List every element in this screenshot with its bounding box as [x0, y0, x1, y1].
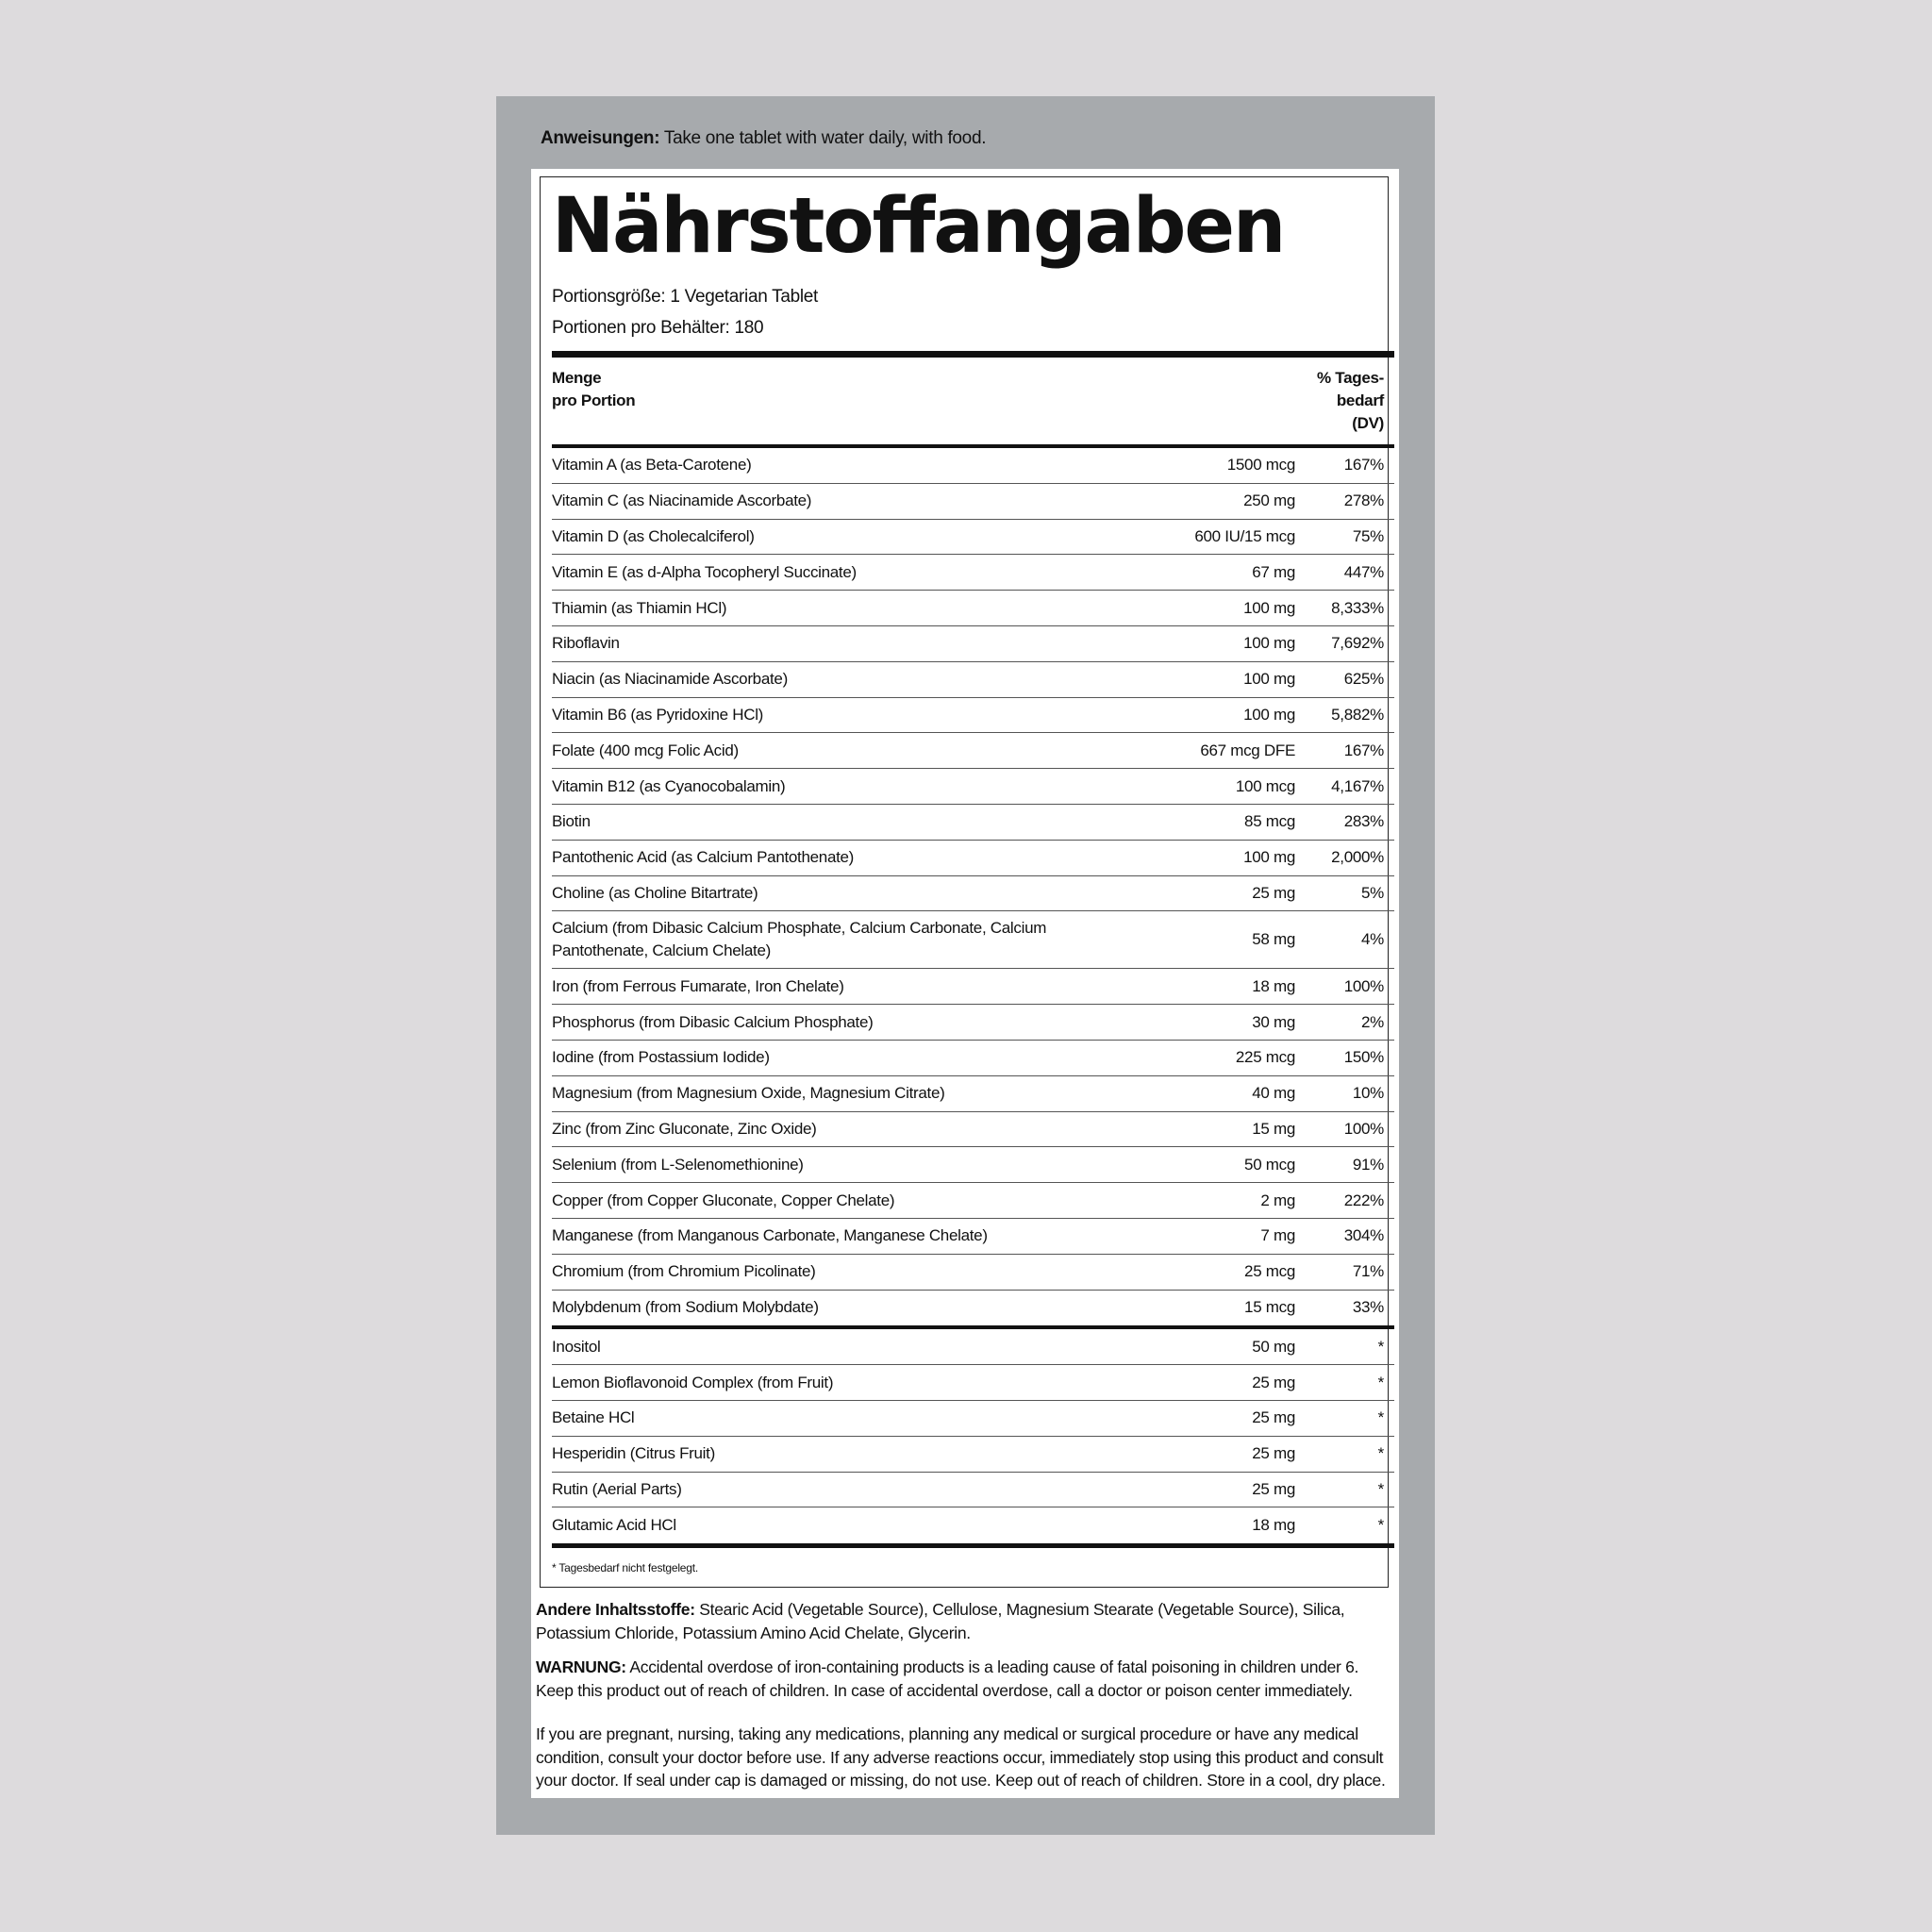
nutrient-table: [552, 448, 1394, 1325]
nutrient-name-line: Glutamic Acid HCl: [552, 1516, 676, 1535]
nutrient-daily-value: 100%: [1343, 1119, 1384, 1138]
table-row: [552, 1473, 1394, 1508]
warning-label: WARNUNG:: [536, 1657, 626, 1676]
nutrient-name: [552, 1120, 1144, 1139]
table-row: [552, 805, 1394, 841]
table-header: [552, 358, 1394, 444]
table-row: [552, 448, 1394, 484]
header-amount-2: pro Portion: [552, 391, 636, 409]
other-ingredients-text: Stearic Acid (Vegetable Source), Cellulose, Magnesium Stearate (Vegetable Source), Silica, Potassium Chloride, Potassium Amino Acid Chelate, Glycerin.: [536, 1600, 1345, 1642]
nutrient-name-line: Pantothenate, Calcium Chelate): [552, 941, 771, 960]
table-row: [552, 769, 1394, 805]
nutrient-amount: 7 mg: [1260, 1226, 1295, 1245]
nutrient-daily-value: 278%: [1343, 491, 1384, 510]
nutrient-daily-value: *: [1377, 1337, 1384, 1356]
divider-thick: [552, 351, 1394, 358]
nutrient-name-line: Pantothenic Acid (as Calcium Pantothenate): [552, 848, 855, 867]
nutrient-daily-value: 75%: [1352, 526, 1384, 545]
nutrient-name: [552, 1408, 1144, 1427]
table-row: [552, 555, 1394, 591]
nutrient-amount: 50 mcg: [1244, 1155, 1295, 1174]
nutrient-daily-value: 167%: [1343, 741, 1384, 759]
supplement-facts-box: [540, 176, 1389, 1588]
table-row: [552, 1183, 1394, 1219]
nutrient-name: [552, 563, 1144, 582]
nutrient-amount: 25 mg: [1252, 883, 1295, 902]
nutrient-daily-value: 2%: [1361, 1012, 1384, 1031]
nutrient-daily-value: 2,000%: [1331, 848, 1384, 867]
nutrient-amount: 600 IU/15 mcg: [1194, 526, 1295, 545]
nutrient-name-line: Chromium (from Chromium Picolinate): [552, 1262, 816, 1281]
table-row: [552, 733, 1394, 769]
nutrient-name: [552, 599, 1144, 618]
nutrient-amount: 25 mg: [1252, 1408, 1295, 1427]
table-row: [552, 1112, 1394, 1148]
table-row: [552, 520, 1394, 556]
nutrient-amount: 58 mg: [1252, 930, 1295, 949]
nutrient-daily-value: 4%: [1361, 930, 1384, 949]
nutrient-amount: 15 mg: [1252, 1119, 1295, 1138]
nutrient-daily-value: *: [1377, 1408, 1384, 1427]
nutrient-amount: 18 mg: [1252, 976, 1295, 995]
nutrient-daily-value: *: [1377, 1373, 1384, 1391]
directions: [541, 128, 986, 149]
caution-text: If you are pregnant, nursing, taking any medications, planning any medical or surgical procedure or have any medical condition, consult your doctor before use. If any adverse reactions occur, immediately stop using this product and consult your doctor. If seal under cap is damaged or missing, do not use. Keep out of reach of children. Store in a cool, dry place.: [536, 1724, 1386, 1790]
nutrient-name: [552, 491, 1144, 510]
nutrient-daily-value: 150%: [1343, 1048, 1384, 1067]
table-row: [552, 911, 1394, 969]
table-row: [552, 969, 1394, 1005]
nutrient-daily-value: *: [1377, 1516, 1384, 1535]
nutrient-amount: 250 mg: [1243, 491, 1295, 510]
nutrient-name-line: Lemon Bioflavonoid Complex (from Fruit): [552, 1373, 834, 1391]
nutrient-daily-value: 8,333%: [1331, 598, 1384, 617]
nutrient-daily-value: 222%: [1343, 1191, 1384, 1209]
table-row: [552, 876, 1394, 912]
nutrient-amount: 25 mg: [1252, 1444, 1295, 1463]
nutrient-name-line: Zinc (from Zinc Gluconate, Zinc Oxide): [552, 1119, 817, 1138]
nutrient-name: [552, 1262, 1144, 1281]
nutrient-name: [552, 634, 1144, 653]
nutrient-amount: 85 mcg: [1244, 812, 1295, 831]
table-row: [552, 1329, 1394, 1365]
table-row: [552, 1255, 1394, 1291]
nutrient-name-line: Folate (400 mcg Folic Acid): [552, 741, 739, 759]
table-row: [552, 1437, 1394, 1473]
nutrient-amount: 100 mg: [1243, 598, 1295, 617]
nutrient-amount: 100 mg: [1243, 705, 1295, 724]
nutrient-name: [552, 884, 1144, 903]
nutrient-name-line: Inositol: [552, 1337, 601, 1356]
nutrient-amount: 30 mg: [1252, 1012, 1295, 1031]
nutrient-daily-value: 625%: [1343, 670, 1384, 689]
nutrient-name-line: Vitamin B12 (as Cyanocobalamin): [552, 776, 786, 795]
nutrient-name: [552, 1480, 1144, 1499]
nutrient-name-line: Vitamin B6 (as Pyridoxine HCl): [552, 705, 764, 724]
nutrient-daily-value: 5%: [1361, 883, 1384, 902]
nutrient-name-line: Betaine HCl: [552, 1408, 635, 1427]
warning: [536, 1656, 1390, 1702]
nutrient-name-line: Vitamin A (as Beta-Carotene): [552, 456, 752, 475]
nutrient-daily-value: *: [1377, 1444, 1384, 1463]
header-dv-3: (DV): [1352, 414, 1384, 432]
divider-bottom: [552, 1543, 1394, 1548]
nutrient-name: [552, 977, 1144, 996]
nutrient-amount: 100 mg: [1243, 634, 1295, 653]
nutrient-amount: 25 mg: [1252, 1479, 1295, 1498]
nutrient-amount: 15 mcg: [1244, 1298, 1295, 1317]
nutrient-name-line: Biotin: [552, 812, 591, 831]
nutrient-daily-value: 91%: [1352, 1155, 1384, 1174]
nutrient-amount: 40 mg: [1252, 1084, 1295, 1103]
nutrient-daily-value: 283%: [1343, 812, 1384, 831]
serving-size: Portionsgröße: 1 Vegetarian Tablet: [552, 287, 819, 307]
nutrient-name-line: Molybdenum (from Sodium Molybdate): [552, 1298, 819, 1317]
nutrient-daily-value: 447%: [1343, 562, 1384, 581]
label-sheet: [531, 169, 1399, 1798]
table-row: [552, 1076, 1394, 1112]
nutrient-daily-value: 7,692%: [1331, 634, 1384, 653]
nutrient-name-line: Phosphorus (from Dibasic Calcium Phosphate): [552, 1012, 874, 1031]
footnote: * Tagesbedarf nicht festgelegt.: [552, 1561, 699, 1575]
nutrient-amount: 18 mg: [1252, 1516, 1295, 1535]
table-row: [552, 1401, 1394, 1437]
nutrient-name-line: Copper (from Copper Gluconate, Copper Chelate): [552, 1191, 895, 1209]
warning-text: Accidental overdose of iron-containing products is a leading cause of fatal poisoning in children under 6. Keep this product out of reach of children. In case of accidental overdose, call a doctor or poison center immediately.: [536, 1657, 1359, 1700]
nutrient-name: [552, 917, 1144, 962]
nutrient-daily-value: 304%: [1343, 1226, 1384, 1245]
table-row: [552, 1147, 1394, 1183]
header-amount-1: Menge: [552, 369, 602, 387]
nutrient-name-line: Calcium (from Dibasic Calcium Phosphate, Calcium Carbonate, Calcium: [552, 919, 1047, 938]
label-panel: [496, 96, 1435, 1835]
nutrient-amount: 2 mg: [1260, 1191, 1295, 1209]
nutrient-name: [552, 1444, 1144, 1463]
nutrient-name: [552, 1191, 1144, 1210]
nutrient-name: [552, 1226, 1144, 1245]
nutrient-name: [552, 1013, 1144, 1032]
table-row: [552, 591, 1394, 626]
nutrient-name: [552, 1156, 1144, 1174]
nutrient-amount: 667 mcg DFE: [1200, 741, 1295, 759]
nutrient-name: [552, 527, 1144, 546]
nutrient-name-line: Vitamin E (as d-Alpha Tocopheryl Succinate): [552, 562, 857, 581]
label-text: [536, 1598, 1390, 1804]
table-row: [552, 1365, 1394, 1401]
nutrient-name: [552, 1084, 1144, 1103]
servings-per-container: Portionen pro Behälter: 180: [552, 318, 764, 338]
nutrient-name-line: Manganese (from Manganous Carbonate, Manganese Chelate): [552, 1226, 988, 1245]
nutrient-daily-value: 33%: [1352, 1298, 1384, 1317]
nutrient-name: [552, 812, 1144, 831]
nutrient-name-line: Thiamin (as Thiamin HCl): [552, 598, 727, 617]
nutrient-name: [552, 706, 1144, 724]
nutrient-name: [552, 1516, 1144, 1535]
nutrient-name: [552, 777, 1144, 796]
other-nutrient-table: [552, 1329, 1394, 1543]
nutrient-amount: 1500 mcg: [1226, 456, 1295, 475]
nutrient-daily-value: 71%: [1352, 1262, 1384, 1281]
nutrient-name-line: Hesperidin (Citrus Fruit): [552, 1444, 715, 1463]
nutrient-name: [552, 456, 1144, 475]
table-row: [552, 841, 1394, 876]
table-row: [552, 626, 1394, 662]
nutrient-name-line: Iodine (from Postassium Iodide): [552, 1048, 770, 1067]
table-row: [552, 1219, 1394, 1255]
nutrient-name: [552, 1338, 1144, 1357]
directions-label: Anweisungen:: [541, 128, 660, 148]
other-ingredients-label: Andere Inhaltsstoffe:: [536, 1600, 695, 1619]
table-row: [552, 1507, 1394, 1543]
nutrient-name-line: Vitamin D (as Cholecalciferol): [552, 526, 755, 545]
nutrient-name-line: Magnesium (from Magnesium Oxide, Magnesium Citrate): [552, 1084, 945, 1103]
nutrient-name: [552, 1048, 1144, 1067]
nutrient-name-line: Niacin (as Niacinamide Ascorbate): [552, 670, 788, 689]
nutrient-amount: 225 mcg: [1235, 1048, 1295, 1067]
nutrient-name: [552, 1298, 1144, 1317]
table-row: [552, 1041, 1394, 1076]
nutrient-name: [552, 848, 1144, 867]
nutrient-name-line: Choline (as Choline Bitartrate): [552, 883, 758, 902]
nutrient-daily-value: 5,882%: [1331, 705, 1384, 724]
nutrient-name: [552, 1374, 1144, 1392]
nutrient-daily-value: 10%: [1352, 1084, 1384, 1103]
nutrient-amount: 100 mcg: [1235, 776, 1295, 795]
nutrient-amount: 100 mg: [1243, 670, 1295, 689]
table-row: [552, 1005, 1394, 1041]
nutrient-daily-value: 167%: [1343, 456, 1384, 475]
facts-title: Nährstoffangaben: [552, 180, 1285, 271]
nutrient-amount: 25 mg: [1252, 1373, 1295, 1391]
nutrient-amount: 25 mcg: [1244, 1262, 1295, 1281]
directions-text: Take one tablet with water daily, with food.: [663, 128, 987, 148]
nutrient-daily-value: *: [1377, 1479, 1384, 1498]
nutrient-daily-value: 4,167%: [1331, 776, 1384, 795]
table-row: [552, 698, 1394, 734]
header-dv-1: % Tages-: [1317, 369, 1384, 387]
nutrient-name-line: Riboflavin: [552, 634, 620, 653]
table-row: [552, 1291, 1394, 1326]
other-ingredients: [536, 1598, 1390, 1644]
nutrient-name: [552, 741, 1144, 760]
nutrient-name-line: Iron (from Ferrous Fumarate, Iron Chelate): [552, 976, 844, 995]
nutrient-name-line: Rutin (Aerial Parts): [552, 1479, 682, 1498]
nutrient-name-line: Selenium (from L-Selenomethionine): [552, 1155, 804, 1174]
table-row: [552, 662, 1394, 698]
table-row: [552, 484, 1394, 520]
nutrient-name-line: Vitamin C (as Niacinamide Ascorbate): [552, 491, 812, 510]
header-dv-2: bedarf: [1336, 391, 1384, 409]
nutrient-amount: 67 mg: [1252, 562, 1295, 581]
nutrient-amount: 100 mg: [1243, 848, 1295, 867]
nutrient-name: [552, 670, 1144, 689]
nutrient-daily-value: 100%: [1343, 976, 1384, 995]
nutrient-amount: 50 mg: [1252, 1337, 1295, 1356]
